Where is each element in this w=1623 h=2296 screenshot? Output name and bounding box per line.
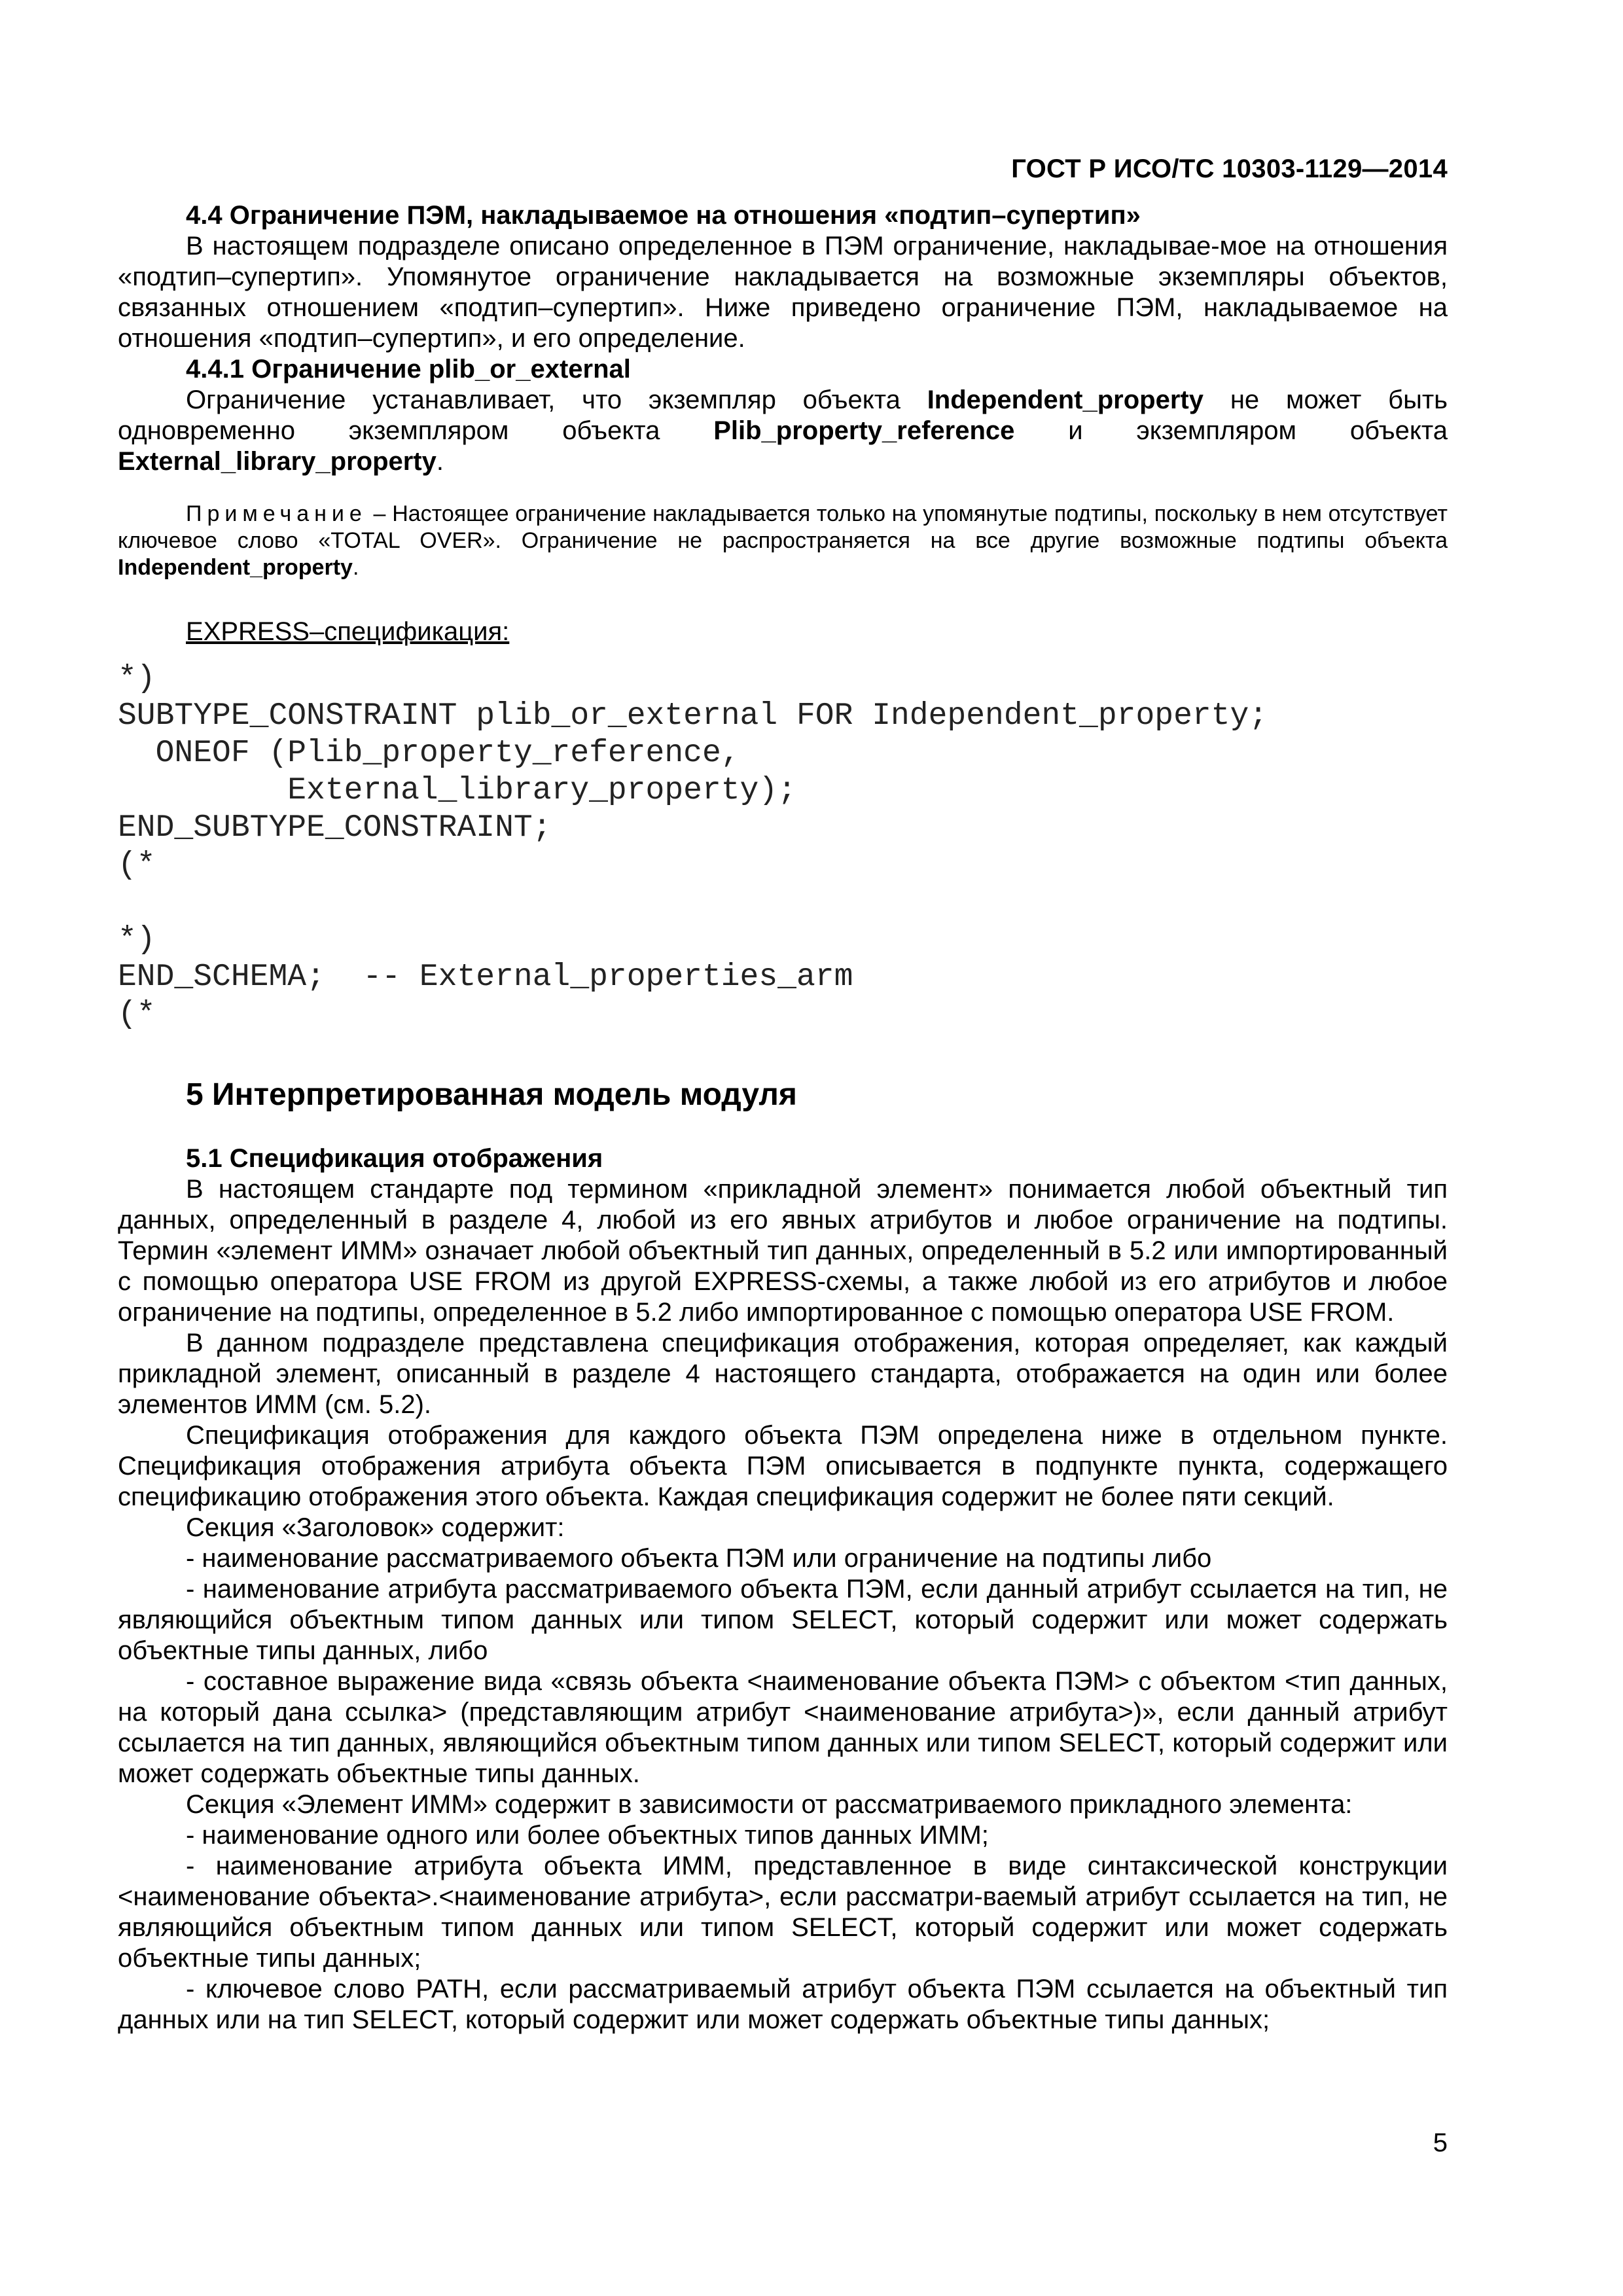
list-item: - ключевое слово PATH, если рассматриваемый атрибут объекта ПЭМ ссылается на объектный тип данных или на тип SELECT, который содержит или может содержать объектные типы данных; (118, 1975, 1448, 2034)
paragraph: В данном подразделе представлена спецификация отображения, которая определяет, как каждый прикладной элемент, описанный в разделе 4 настоящего стандарта, отображается на один или более элементов ИММ (см. 5.2). (118, 1329, 1448, 1419)
section-4-4-1-text (118, 385, 1448, 477)
constraint-text-4: . (436, 447, 444, 476)
code-line: *) (118, 661, 156, 696)
note-label: Примечание (186, 501, 367, 526)
code-line: END_SUBTYPE_CONSTRAINT; (118, 810, 552, 846)
paragraph: Секция «Заголовок» содержит: (186, 1513, 565, 1542)
note-dash: – (366, 501, 393, 526)
page-body (118, 200, 1448, 2036)
list-item: - наименование одного или более объектных типов данных ИММ; (186, 1821, 989, 1850)
list-item: - составное выражение вида «связь объекта <наименование объекта ПЭМ> с объектом <тип данных, на который дана ссылка> (представляющим атрибут <наименование атрибута>)», если данный атрибут ссылается на тип данных, являющийся объектным типом данных или типом SELECT, который содержит или может содержать объектные типы данных. (118, 1667, 1448, 1788)
code-line: External_library_property); (118, 773, 796, 808)
code-line: ONEOF (Plib_property_reference, (118, 736, 740, 771)
note-entity: Independent_property (118, 555, 353, 580)
paragraph: Секция «Элемент ИММ» содержит в зависимости от рассматриваемого прикладного элемента: (186, 1790, 1353, 1819)
list-item: - наименование рассматриваемого объекта ПЭМ или ограничение на подтипы либо (186, 1544, 1212, 1573)
code-line: *) (118, 922, 156, 958)
note-text: Настоящее ограничение накладывается только на упомянутые подтипы, поскольку в нем отсутствует ключевое слово «TOTAL OVER». Ограничение не распространяется на все другие возможные подтипы объекта (118, 501, 1448, 553)
code-blank-line (118, 884, 1448, 922)
code-line: (* (118, 997, 156, 1032)
section-4-4-text: В настоящем подразделе описано определенное в ПЭМ ограничение, накладывае-мое на отношения «подтип–супертип». Упомянутое ограничение накладывается на возможные экземпляры объектов, связанных отношением «подтип–супертип». Ниже приведено ограничение ПЭМ, накладываемое на отношения «подтип–супертип», и его определение. (118, 232, 1448, 353)
constraint-text-2: не может быть одновременно экземпляром объекта (118, 386, 1448, 445)
express-spec-label: EXPRESS–спецификация: (186, 617, 510, 646)
express-code-block (118, 660, 1448, 1033)
section-4-4-1-heading: 4.4.1 Ограничение plib_or_external (186, 355, 631, 384)
section-4-4-heading: 4.4 Ограничение ПЭМ, накладываемое на отношения «подтип–супертип» (186, 201, 1141, 230)
note-end: . (352, 555, 359, 580)
entity-external-library-property: External_library_property (118, 447, 437, 476)
code-line: (* (118, 848, 156, 883)
standard-header: ГОСТ Р ИСО/ТС 10303-1129—2014 (1011, 154, 1448, 183)
list-item: - наименование атрибута рассматриваемого объекта ПЭМ, если данный атрибут ссылается на тип, не являющийся объектным типом данных или типом SELECT, который содержит или может содержать объектные типы данных, либо (118, 1575, 1448, 1665)
paragraph: В настоящем стандарте под термином «прикладной элемент» понимается любой объектный тип данных, определенный в разделе 4, любой из его явных атрибутов и любое ограничение на подтипы. Термин «элемент ИММ» означает любой объектный тип данных, определенный в 5.2 или импортированный с помощью оператора USE FROM из другой EXPRESS-схемы, а также любой из его атрибутов и любое ограничение на подтипы, определенное в 5.2 либо импортированное с помощью оператора USE FROM. (118, 1175, 1448, 1327)
code-line: SUBTYPE_CONSTRAINT plib_or_external FOR Independent_property; (118, 698, 1268, 734)
note (118, 501, 1448, 581)
entity-independent-property: Independent_property (927, 386, 1204, 414)
list-item: - наименование атрибута объекта ИММ, представленное в виде синтаксической конструкции <наименование объекта>.<наименование атрибута>, если рассматри-ваемый атрибут ссылается на тип, не являющийся объектным типом данных или типом SELECT, который содержит или может содержать объектные типы данных; (118, 1852, 1448, 1973)
section-5-heading: 5 Интерпретированная модель модуля (186, 1077, 797, 1112)
code-line: END_SCHEMA; -- External_properties_arm (118, 960, 853, 995)
constraint-text-1: Ограничение устанавливает, что экземпляр объекта (186, 386, 927, 414)
constraint-text-3: и экземпляром объекта (1014, 416, 1448, 445)
section-5-1-heading: 5.1 Спецификация отображения (186, 1144, 603, 1173)
page-number: 5 (1433, 2128, 1448, 2157)
paragraph: Спецификация отображения для каждого объекта ПЭМ определена ниже в отдельном пункте. Спецификация отображения атрибута объекта ПЭМ описывается в подпункте пункта, содержащего спецификацию отображения этого объекта. Каждая спецификация содержит не более пяти секций. (118, 1421, 1448, 1511)
entity-plib-property-reference: Plib_property_reference (713, 416, 1015, 445)
